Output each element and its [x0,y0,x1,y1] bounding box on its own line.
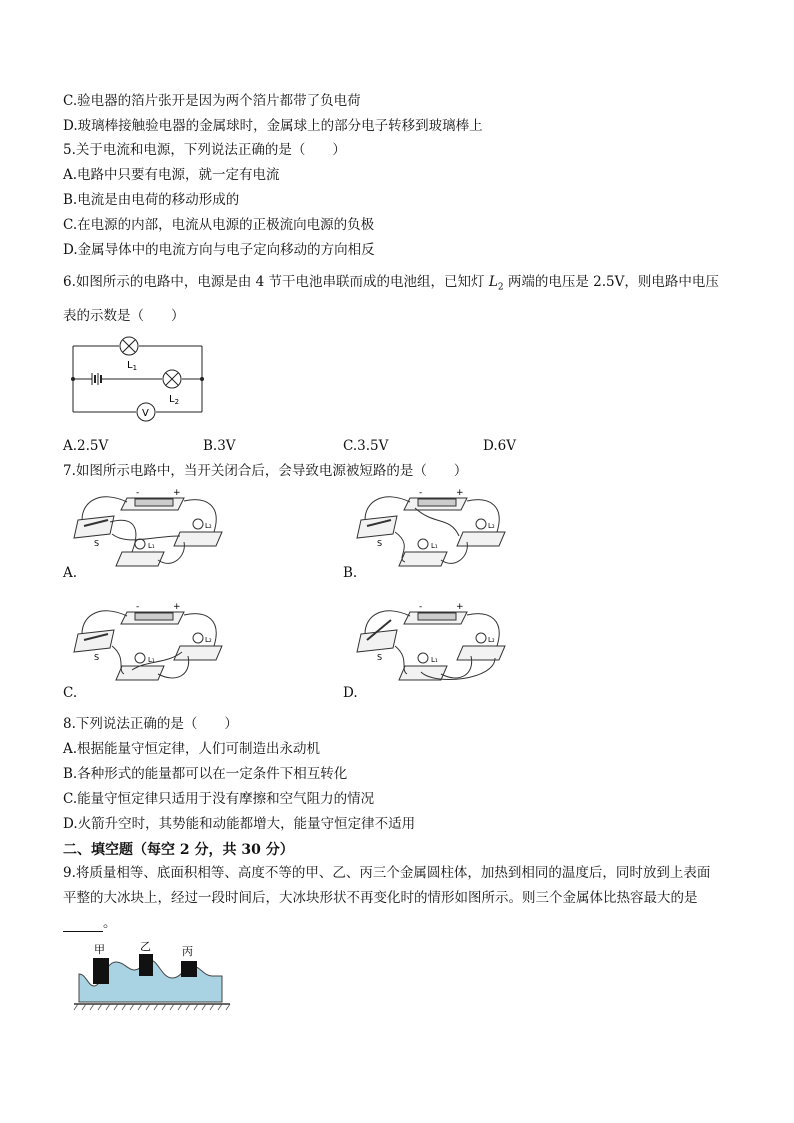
q9-line2: 平整的大冰块上，经过一段时间后，大冰块形状不再变化时的情形如图所示。则三个金属体比热容最大的是 [63,890,698,906]
label-l1: $L_1$ [127,360,138,372]
q6-circuit-diagram [68,336,208,424]
lamp-l2-icon [163,370,181,388]
q7-figure-b [355,486,525,576]
q9-ice-figure [72,940,232,1012]
svg-text:S: S [377,539,383,548]
q8-option-a: A.根据能量守恒定律，人们可制造出永动机 [63,741,321,757]
svg-text:L₂: L₂ [488,522,495,530]
q4-option-c: C.验电器的箔片张开是因为两个箔片都带了负电荷 [63,93,361,109]
svg-text:L₁: L₁ [148,656,155,664]
answer-blank[interactable] [63,917,103,932]
cylinder-yi [139,954,153,976]
svg-text:S: S [377,653,383,662]
q7-label-b: B. [343,565,358,581]
q7-label-d: D. [343,685,358,701]
svg-text:+: + [173,602,181,612]
svg-text:V: V [142,408,149,419]
voltmeter-icon [137,403,155,421]
svg-text:+: + [173,488,181,498]
q5-option-b: B.电流是由电荷的移动形成的 [63,192,240,208]
svg-text:-: - [136,602,140,612]
q5-option-c: C.在电源的内部，电流从电源的正极流向电源的负极 [63,217,375,233]
q6-stem-line2: 表的示数是（ ） [63,308,185,324]
q7-figure-a [72,486,242,576]
q5-stem: 5.关于电流和电源，下列说法正确的是（ ） [63,142,346,158]
svg-text:S: S [94,539,100,548]
q7-stem: 7.如图所示电路中，当开关闭合后，会导致电源被短路的是（ ） [63,463,468,479]
q7-figure-d [355,600,525,690]
q6-option-d: D.6V [483,438,516,454]
q6-stem-part2: 两端的电压是 2.5V，则电路中电压 [503,274,719,290]
q5-option-a: A.电路中只要有电源，就一定有电流 [63,167,280,183]
q9-line3 [63,914,117,932]
q8-option-d: D.火箭升空时，其势能和动能都增大，能量守恒定律不适用 [63,816,416,832]
svg-text:-: - [136,488,140,498]
q6-option-c: C.3.5V [343,438,389,454]
q6-option-b: B.3V [203,438,236,454]
lamp-l1-icon [120,337,138,355]
svg-text:+: + [456,602,464,612]
svg-text:L₂: L₂ [205,522,212,530]
q9-line1: 9.将质量相等、底面积相等、高度不等的甲、乙、丙三个金属圆柱体，加热到相同的温度后，同时放到上表面 [63,865,711,881]
svg-text:L₁: L₁ [148,542,155,550]
q8-option-b: B.各种形式的能量都可以在一定条件下相互转化 [63,766,348,782]
svg-text:L₂: L₂ [205,636,212,644]
label-yi: 乙 [140,940,151,953]
q9-line3-end: 。 [103,915,117,931]
section-title-fill-in: 二、填空题（每空 2 分，共 30 分） [63,842,294,858]
svg-text:L₁: L₁ [431,656,438,664]
label-bing: 丙 [182,945,193,958]
q6-stem [63,273,719,297]
q6-option-a: A.2.5V [63,438,109,454]
svg-text:-: - [419,602,423,612]
q6-stem-part1: 6.如图所示的电路中，电源是由 4 节干电池串联而成的电池组，已知灯 [63,274,489,290]
q7-label-c: C. [63,685,78,701]
q6-lamp-sub: 2 [497,282,504,293]
svg-text:-: - [419,488,423,498]
q7-figure-c [72,600,242,690]
cylinder-jia [93,958,109,984]
cylinder-bing [181,961,197,977]
label-jia: 甲 [94,943,105,956]
svg-text:L₂: L₂ [488,636,495,644]
q4-option-d: D.玻璃棒接触验电器的金属球时，金属球上的部分电子转移到玻璃棒上 [63,118,483,134]
svg-text:+: + [456,488,464,498]
q7-label-a: A. [63,565,78,581]
svg-text:S: S [94,653,100,662]
label-l2: $L_2$ [169,394,180,406]
q6-lamp-symbol: L [488,274,498,290]
q8-stem: 8.下列说法正确的是（ ） [63,716,238,732]
q8-option-c: C.能量守恒定律只适用于没有摩擦和空气阻力的情况 [63,791,375,807]
q5-option-d: D.金属导体中的电流方向与电子定向移动的方向相反 [63,242,375,258]
svg-text:L₁: L₁ [431,542,438,550]
